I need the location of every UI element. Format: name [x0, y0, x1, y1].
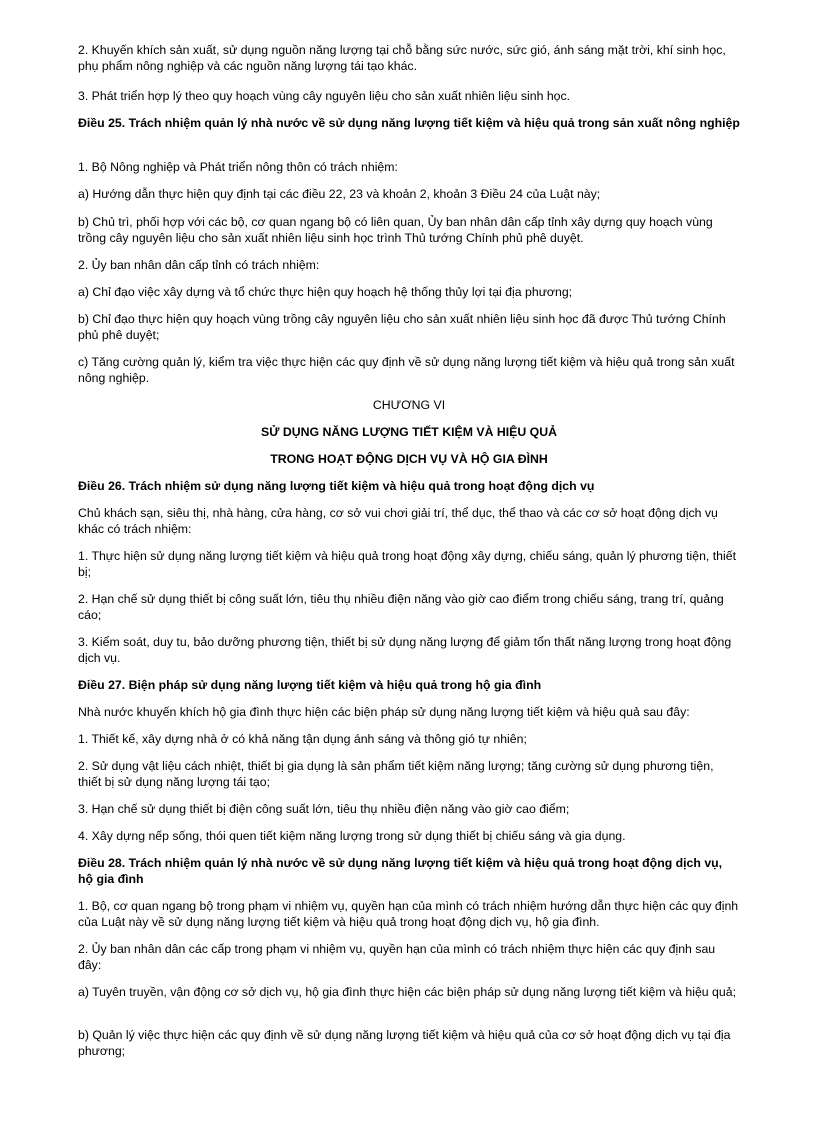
- paragraph: a) Tuyên truyền, vận động cơ sở dịch vụ, hộ gia đình thực hiện các biện pháp sử dụng năng lượng tiết kiệm và hiệu quả;: [78, 985, 736, 999]
- paragraph: 2. Ủy ban nhân dân các cấp trong phạm vi nhiệm vụ, quyền hạn của mình có trách nhiệm thực hiện các quy định sau đây:: [78, 942, 716, 972]
- chapter-title: TRONG HOẠT ĐỘNG DỊCH VỤ VÀ HỘ GIA ĐÌNH: [270, 452, 548, 466]
- paragraph: b) Chỉ đạo thực hiện quy hoạch vùng trồng cây nguyên liệu cho sản xuất nhiên liệu sinh học đã được Thủ tướng Chính phủ phê duyệt;: [78, 312, 726, 342]
- paragraph: 3. Hạn chế sử dụng thiết bị điện công suất lớn, tiêu thụ nhiều điện năng vào giờ cao điểm;: [78, 802, 570, 816]
- article-heading: Điều 28. Trách nhiệm quản lý nhà nước về sử dụng năng lượng tiết kiệm và hiệu quả trong hoạt động dịch vụ, hộ gia đình: [78, 856, 723, 886]
- chapter-title: SỬ DỤNG NĂNG LƯỢNG TIẾT KIỆM VÀ HIỆU QUẢ: [261, 425, 557, 439]
- paragraph: 3. Phát triển hợp lý theo quy hoạch vùng cây nguyên liệu cho sản xuất nhiên liệu sinh học.: [78, 89, 571, 103]
- article-heading: Điều 27. Biện pháp sử dụng năng lượng tiết kiệm và hiệu quả trong hộ gia đình: [78, 678, 542, 692]
- chapter-number: CHƯƠNG VI: [372, 398, 446, 412]
- paragraph: 2. Ủy ban nhân dân cấp tỉnh có trách nhiệm:: [78, 258, 320, 272]
- paragraph: a) Hướng dẫn thực hiện quy định tại các điều 22, 23 và khoản 2, khoản 3 Điều 24 của Luật này;: [78, 187, 601, 201]
- paragraph: b) Quản lý việc thực hiện các quy định về sử dụng năng lượng tiết kiệm và hiệu quả của cơ sở hoạt động dịch vụ tại địa phương;: [78, 1028, 731, 1058]
- paragraph: Nhà nước khuyến khích hộ gia đình thực hiện các biện pháp sử dụng năng lượng tiết kiệm và hiệu quả sau đây:: [78, 705, 690, 719]
- paragraph: 1. Thực hiện sử dụng năng lượng tiết kiệm và hiệu quả trong hoạt động xây dựng, chiếu sáng, quản lý phương tiện, thiết bị;: [78, 549, 736, 579]
- paragraph: a) Chỉ đạo việc xây dựng và tổ chức thực hiện quy hoạch hệ thống thủy lợi tại địa phương;: [78, 285, 573, 299]
- paragraph: 2. Hạn chế sử dụng thiết bị công suất lớn, tiêu thụ nhiều điện năng vào giờ cao điểm trong chiếu sáng, trang trí, quảng cáo;: [78, 592, 724, 622]
- paragraph: 3. Kiểm soát, duy tu, bảo dưỡng phương tiện, thiết bị sử dụng năng lượng để giảm tổn thất năng lượng trong hoạt động dịch vụ.: [78, 635, 732, 665]
- article-heading: Điều 25. Trách nhiệm quản lý nhà nước về sử dụng năng lượng tiết kiệm và hiệu quả trong sản xuất nông nghiệp: [78, 116, 740, 130]
- paragraph: c) Tăng cường quản lý, kiểm tra việc thực hiện các quy định về sử dụng năng lượng tiết kiệm và hiệu quả trong sản xuất nông nghiệp.: [78, 355, 735, 385]
- paragraph: 2. Sử dụng vật liệu cách nhiệt, thiết bị gia dụng là sản phẩm tiết kiệm năng lượng; tăng cường sử dụng phương tiện, thiết bị sử dụng năng lượng tái tạo;: [78, 759, 714, 789]
- paragraph: Chủ khách sạn, siêu thị, nhà hàng, cửa hàng, cơ sở vui chơi giải trí, thể dục, thể thao và các cơ sở hoạt động dịch vụ khác có trách nhiệm:: [78, 506, 718, 536]
- paragraph: 1. Bộ, cơ quan ngang bộ trong phạm vi nhiệm vụ, quyền hạn của mình có trách nhiệm hướng dẫn thực hiện các quy định của Luật này về sử dụng năng lượng tiết kiệm và hiệu quả trong hoạt động dịch vụ, hộ gia đình.: [78, 899, 739, 929]
- article-heading: Điều 26. Trách nhiệm sử dụng năng lượng tiết kiệm và hiệu quả trong hoạt động dịch vụ: [78, 479, 595, 493]
- paragraph: 4. Xây dựng nếp sống, thói quen tiết kiệm năng lượng trong sử dụng thiết bị chiếu sáng và gia dụng.: [78, 829, 626, 843]
- paragraph: 1. Bộ Nông nghiệp và Phát triển nông thôn có trách nhiệm:: [78, 160, 398, 174]
- paragraph: 1. Thiết kế, xây dựng nhà ở có khả năng tận dụng ánh sáng và thông gió tự nhiên;: [78, 732, 527, 746]
- paragraph: 2. Khuyến khích sản xuất, sử dụng nguồn năng lượng tại chỗ bằng sức nước, sức gió, ánh sáng mặt trời, khí sinh học, phụ phẩm nông nghiệp và các nguồn năng lượng tái tạo khác.: [78, 43, 726, 73]
- paragraph: b) Chủ trì, phối hợp với các bộ, cơ quan ngang bộ có liên quan, Ủy ban nhân dân cấp tỉnh xây dựng quy hoạch vùng trồng cây nguyên liệu cho sản xuất nhiên liệu sinh học trình Thủ tướng Chính phủ phê duyệt.: [78, 215, 713, 245]
